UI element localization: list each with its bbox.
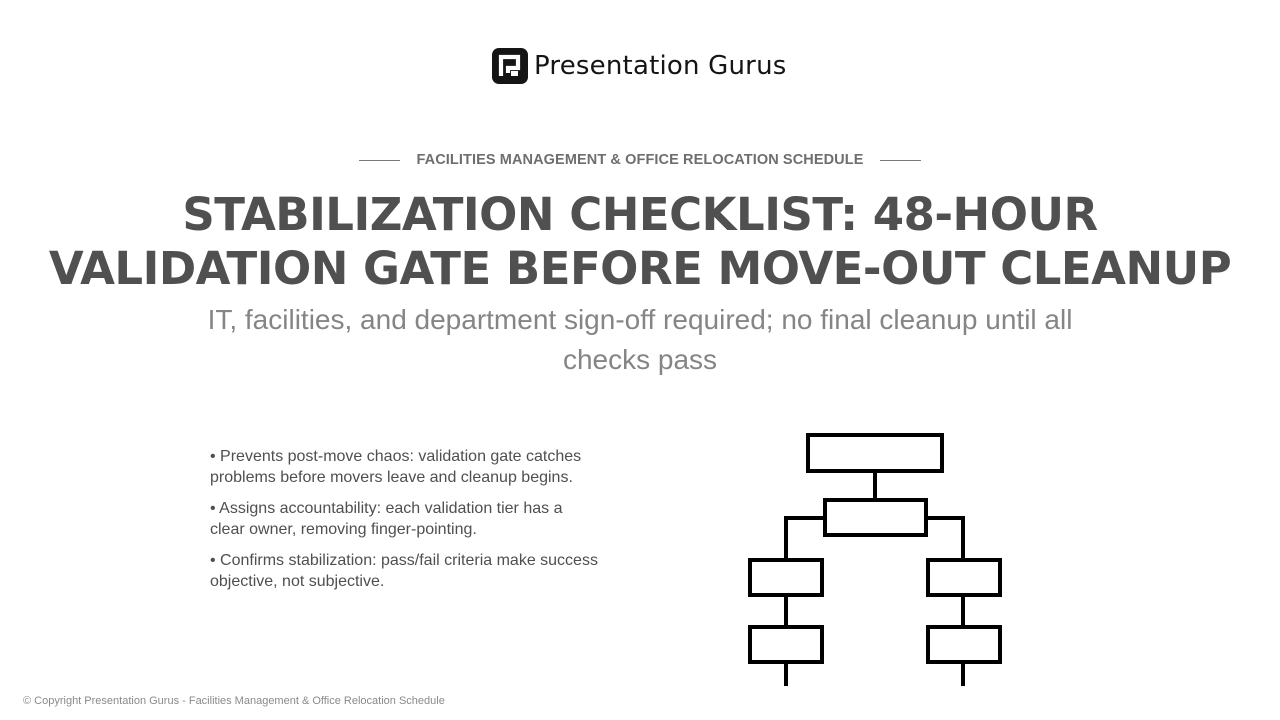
eyebrow-rule-left <box>359 160 400 161</box>
diagram-right-box-2 <box>928 627 1000 662</box>
brand-logo <box>492 47 787 85</box>
bullet-list <box>210 446 600 602</box>
diagram-connector-right <box>926 518 963 560</box>
presentation-gurus-logo-icon <box>492 48 528 84</box>
slide-subtitle-line-1: IT, facilities, and department sign-off required; no final cleanup until all <box>207 304 1073 335</box>
section-eyebrow <box>0 152 1280 168</box>
diagram-top-box <box>808 435 942 471</box>
bullet-item: • Assigns accountability: each validation tier has a clear owner, removing finger-pointing. <box>210 500 563 538</box>
diagram-right-box-1 <box>928 560 1000 595</box>
bullet-item: • Confirms stabilization: pass/fail criteria make success objective, not subjective. <box>210 552 598 590</box>
hierarchy-diagram-icon <box>740 428 1010 690</box>
eyebrow-rule-right <box>880 160 921 161</box>
slide-subtitle-line-2: checks pass <box>562 344 718 375</box>
slide-title-line-1: STABILIZATION CHECKLIST: 48-HOUR <box>182 188 1098 241</box>
slide-subtitle <box>160 300 1120 380</box>
brand-name: Presentation Gurus <box>534 51 787 81</box>
footer-copyright: © Copyright Presentation Gurus - Facilities Management & Office Relocation Schedule <box>23 695 445 707</box>
eyebrow-text: FACILITIES MANAGEMENT & OFFICE RELOCATION SCHEDULE <box>416 152 864 168</box>
bullet-item: • Prevents post-move chaos: validation gate catches problems before movers leave and cleanup begins. <box>210 448 582 486</box>
diagram-left-box-1 <box>750 560 822 595</box>
slide-title <box>40 188 1240 296</box>
diagram-connector-left <box>786 518 825 560</box>
slide-title-line-2: VALIDATION GATE BEFORE MOVE-OUT CLEANUP <box>48 242 1232 295</box>
diagram-left-box-2 <box>750 627 822 662</box>
diagram-mid-box <box>825 500 926 535</box>
